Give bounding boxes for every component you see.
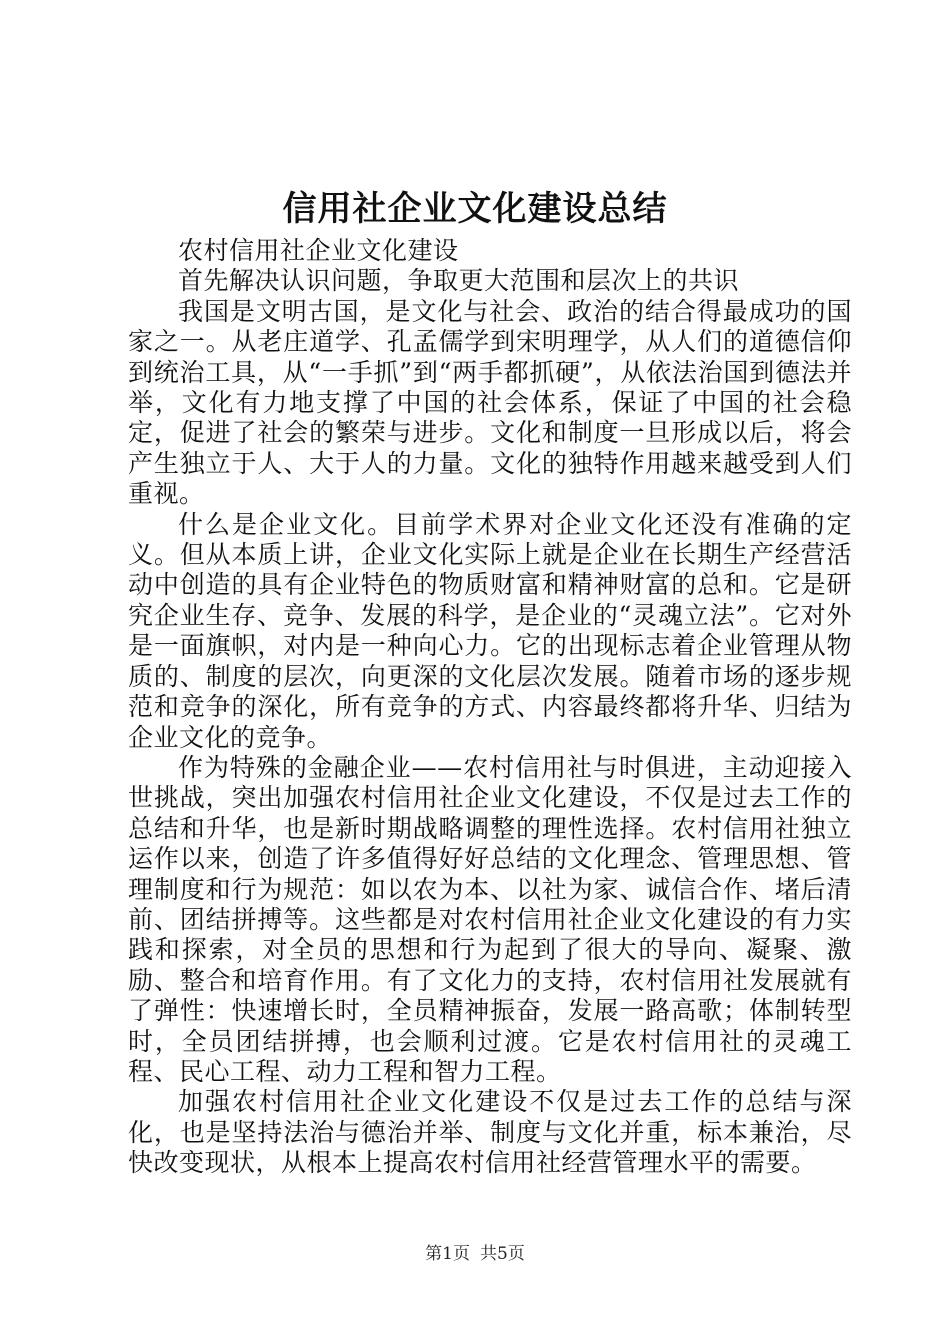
paragraph-subtitle: 农村信用社企业文化建设 [178, 236, 459, 265]
document-title: 信用社企业文化建设总结 [282, 189, 668, 229]
paragraph: 作为特殊的金融企业——农村信用社与时俱进，主动迎接入世挑战，突出加强农村信用社企业文化建设，不仅是过去工作的总结和升华，也是新时期战略调整的理性选择。农村信用社独立运作以来，创造了许多值得好好总结的文化理念、管理思想、管理制度和行为规范：如以农为本、以社为家、诚信合作、堵后清前、团结拼搏等。这些都是对农村信用社企业文化建设的有力实践和探索，对全员的思想和行为起到了很大的导向、凝聚、激励、整合和培育作用。有了文化力的支持，农村信用社发展就有了弹性：快速增长时，全员精神振奋，发展一路高歌；体制转型时，全员团结拼搏，也会顺利过渡。它是农村信用社的灵魂工程、民心工程、动力工程和智力工程。 [128, 752, 852, 1086]
paragraph: 加强农村信用社企业文化建设不仅是过去工作的总结与深化，也是坚持法治与德治并举、制度与文化并重，标本兼治，尽快改变现状，从根本上提高农村信用社经营管理水平的需要。 [128, 1087, 852, 1178]
paragraph-heading: 首先解决认识问题，争取更大范围和层次上的共识 [178, 266, 740, 296]
paragraph: 我国是文明古国，是文化与社会、政治的结合得最成功的国家之一。从老庄道学、孔孟儒学到宋明理学，从人们的道德信仰到统治工具，从“一手抓”到“两手都抓硬”，从依法治国到德法并举，文化有力地支撑了中国的社会体系，保证了中国的社会稳定，促进了社会的繁荣与进步。文化和制度一旦形成以后，将会产生独立于人、大于人的力量。文化的独特作用越来越受到人们重视。 [128, 296, 852, 509]
paragraph: 什么是企业文化。目前学术界对企业文化还没有准确的定义。但从本质上讲，企业文化实际上就是企业在长期生产经营活动中创造的具有企业特色的物质财富和精神财富的总和。它是研究企业生存、竞争、发展的科学，是企业的“灵魂立法”。它对外是一面旗帜，对内是一种向心力。它的出现标志着企业管理从物质的、制度的层次，向更深的文化层次发展。随着市场的逐步规范和竞争的深化，所有竞争的方式、内容最终都将升华、归结为企业文化的竞争。 [128, 509, 852, 752]
document-body [128, 236, 852, 1179]
page-number: 第1页 [425, 1244, 470, 1264]
page-total: 共5页 [480, 1244, 525, 1264]
page-footer [0, 1242, 950, 1266]
